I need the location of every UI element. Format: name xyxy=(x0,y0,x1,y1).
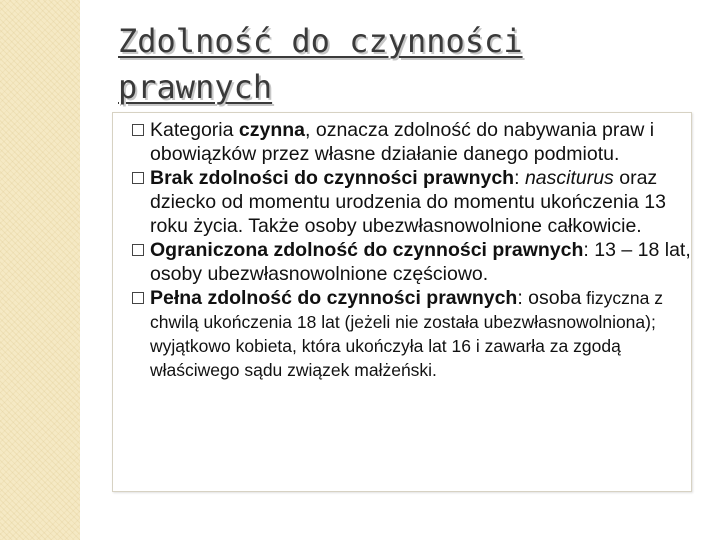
bullet-item-kategoria-czynna xyxy=(130,118,700,166)
bullet-list xyxy=(130,118,700,382)
bullet-lead: Kategoria xyxy=(150,119,239,141)
bullet-colon: : xyxy=(514,167,525,189)
bullet-italic-term: nasciturus xyxy=(524,167,614,189)
checkbox-bullet-icon xyxy=(132,244,144,256)
bullet-term: czynna xyxy=(238,119,306,141)
bullet-text: oraz dziecko od momentu urodzenia do momentu ukończenia 13 roku życia. Także osoby ubezwłasnowolnione całkowicie. xyxy=(150,167,666,237)
bullet-text: fizyczna z chwilą ukończenia 18 lat (jeżeli nie została ubezwłasnowolniona); wyjątkowo kobieta, która ukończyła lat 16 i zawarła za zgodą właściwego sądu związek małżeński. xyxy=(150,288,664,380)
bullet-text: , oznacza zdolność do nabywania praw i obowiązków przez własne działanie danego podmiotu. xyxy=(150,119,655,165)
decorative-side-strip xyxy=(0,0,80,540)
bullet-term: Ograniczona zdolność do czynności prawnych xyxy=(150,239,584,261)
checkbox-bullet-icon xyxy=(132,172,144,184)
checkbox-bullet-icon xyxy=(132,292,144,304)
bullet-term: Brak zdolności do czynności prawnych xyxy=(150,167,515,189)
bullet-item-brak-zdolnosci xyxy=(130,166,700,238)
bullet-item-ograniczona xyxy=(130,238,700,286)
bullet-text: : 13 – 18 lat, osoby ubezwłasnowolnione częściowo. xyxy=(150,239,691,285)
checkbox-bullet-icon xyxy=(132,124,144,136)
slide-title: Zdolność do czynności prawnych xyxy=(118,22,523,106)
bullet-term: Pełna zdolność do czynności prawnych xyxy=(150,287,518,309)
bullet-text-start: : osoba xyxy=(517,287,582,309)
bullet-item-pelna xyxy=(130,286,700,382)
